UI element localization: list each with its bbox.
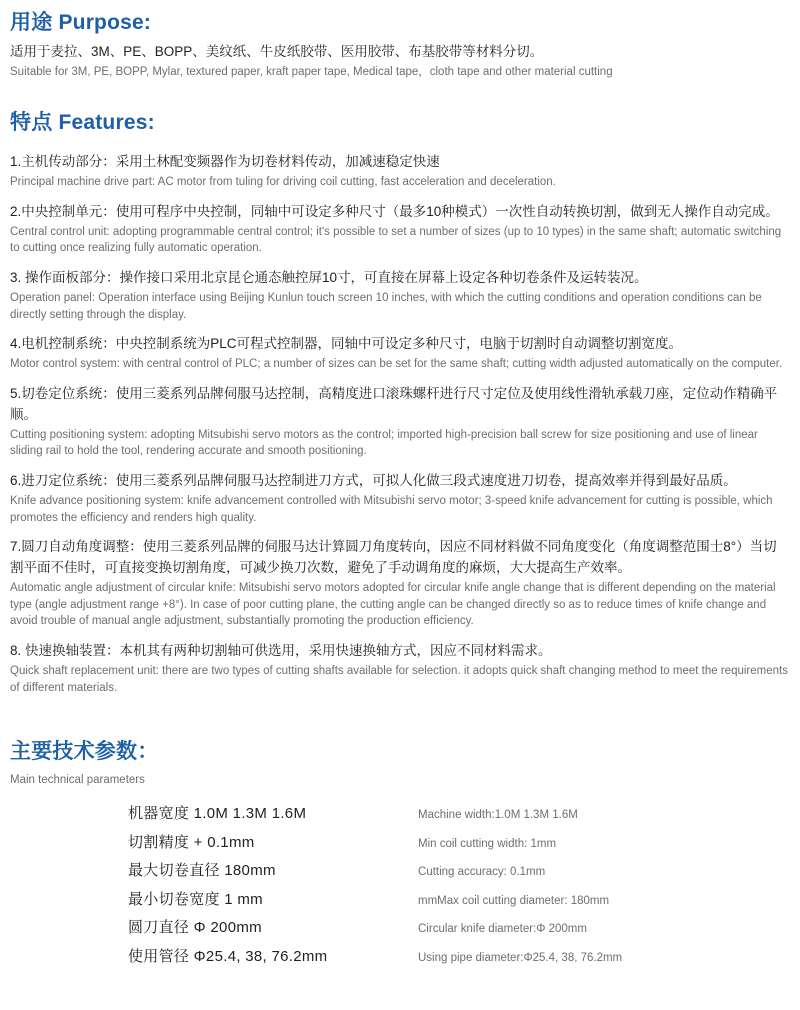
parameters-heading-cn: 主要技术参数：: [10, 740, 159, 764]
param-cn: 机器宽度 1.0M 1.3M 1.6M: [128, 805, 307, 823]
purpose-text-en: Suitable for 3M, PE, BOPP, Mylar, textured paper, kraft paper tape, Medical tape，cloth tape and other material cutting: [10, 66, 613, 79]
parameters-table: [128, 800, 788, 971]
purpose-section: [10, 10, 788, 81]
table-row: [128, 800, 788, 829]
feature-en: Cutting positioning system: adopting Mitsubishi servo motors as the control; imported high-precision ball screw for size positioning and use of linear sliding rail to hold the tool, rendering accurate and smooth positioning.: [10, 428, 758, 458]
feature-cn: 3. 操作面板部分：操作接口采用北京昆仑通态触控屏10寸，可直接在屏幕上设定各种切卷条件及运转装况。: [10, 269, 648, 285]
table-row: [128, 829, 788, 858]
feature-cn: 1.主机传动部分：采用土林配变频器作为切卷材料传动，加减速稳定快速: [10, 154, 440, 170]
feature-en: Central control unit: adopting programmable central control; it's possible to set a number of sizes (up to 10 types) in the same shaft; automatic switching to cutting once realizing fully automatic operation.: [10, 225, 782, 255]
features-heading-en: Features:: [58, 110, 155, 134]
parameters-heading-en: Main technical parameters: [10, 773, 145, 786]
spacer: [10, 142, 788, 152]
param-cn: 使用管径 Φ25.4, 38, 76.2mm: [128, 947, 328, 965]
features-heading: [10, 110, 788, 136]
feature-cn: 8. 快速换轴装置：本机其有两种切割轴可供选用，采用快速换轴方式，因应不同材料需求。: [10, 643, 552, 659]
parameters-section: [10, 739, 788, 971]
features-section: [10, 110, 788, 697]
purpose-heading: [10, 10, 788, 36]
feature-item: [10, 268, 788, 323]
param-cn: 最大切卷直径 180mm: [128, 862, 276, 880]
feature-item: [10, 537, 788, 630]
param-en: Circular knife diameter:Φ 200mm: [418, 923, 587, 936]
features-heading-cn: 特点: [10, 110, 53, 134]
param-en: Min coil cutting width: 1mm: [418, 837, 557, 850]
feature-cn: 6.进刀定位系统：使用三菱系列品牌伺服马达控制进刀方式，可拟人化做三段式速度进刀切卷，提高效率并得到最好品质。: [10, 473, 737, 488]
table-row: [128, 914, 788, 943]
feature-en: Motor control system: with central control of PLC; a number of sizes can be set for the same shaft; cutting width adjusted automatically on the computer.: [10, 358, 783, 371]
feature-item: [10, 471, 788, 526]
param-cn: 切割精度 + 0.1mm: [128, 833, 255, 851]
feature-cn: 4.电机控制系统：中央控制系统为PLC可程式控制器，同轴中可设定多种尺寸，电脑于切割时自动调整切割宽度。: [10, 336, 683, 352]
feature-item: [10, 152, 788, 191]
feature-item: [10, 334, 788, 373]
table-row: [128, 857, 788, 886]
table-row: [128, 943, 788, 972]
feature-item: [10, 641, 788, 696]
param-cn: 最小切卷宽度 1 mm: [128, 890, 263, 908]
feature-item: [10, 384, 788, 460]
purpose-text-cn: 适用于麦拉、3M、PE、BOPP、美纹纸、牛皮纸胶带、医用胶带、布基胶带等材料分切。: [10, 44, 544, 60]
feature-cn: 5.切卷定位系统：使用三菱系列品牌伺服马达控制，高精度进口滚珠螺杆进行尺寸定位及使用线性滑轨承载刀座，定位动作精确平顺。: [10, 385, 778, 422]
spacer: [10, 92, 788, 110]
param-en: mmMax coil cutting diameter: 180mm: [418, 894, 610, 907]
feature-cn: 7.圆刀自动角度调整：使用三菱系列品牌的伺服马达计算圆刀角度转向，因应不同材料做不同角度变化（角度调整范围士8°）当切割平面不佳时，可直接变换切割角度，可减少换刀次数，避免了手动调角度的麻烦，大大提高生产效率。: [10, 539, 777, 576]
param-en: Machine width:1.0M 1.3M 1.6M: [418, 809, 578, 822]
feature-en: Principal machine drive part: AC motor from tuling for driving coil cutting, fast acceleration and deceleration.: [10, 176, 556, 189]
feature-en: Quick shaft replacement unit: there are two types of cutting shafts available for selection. it adopts quick shaft changing method to meet the requirements of different materials.: [10, 665, 788, 694]
feature-item: [10, 202, 788, 257]
feature-en: Operation panel: Operation interface using Beijing Kunlun touch screen 10 inches, with which the cutting conditions and operation conditions can be directly setting through the display.: [10, 291, 762, 321]
param-en: Using pipe diameter:Φ25.4, 38, 76.2mm: [418, 951, 623, 964]
feature-en: Automatic angle adjustment of circular knife: Mitsubishi servo motors adopted for circular knife angle change that is different depending on the material type (angle adjustment range +8°). In case of poor cutting plane, the cutting angle can be changed directly so as to reduce times of knife change and avoid trouble of manual angle adjustment, substantially promoting the production efficiency.: [10, 582, 776, 628]
purpose-heading-cn: 用途: [10, 11, 53, 34]
feature-cn: 2.中央控制单元：使用可程序中央控制，同轴中可设定多种尺寸（最多10种模式）一次性自动转换切割，做到无人操作自动完成。: [10, 203, 779, 219]
table-row: [128, 886, 788, 915]
purpose-heading-en: Purpose:: [58, 11, 152, 34]
param-cn: 圆刀直径 Φ 200mm: [128, 919, 262, 937]
spacer: [10, 707, 788, 725]
feature-en: Knife advance positioning system: knife advancement controlled with Mitsubishi servo motor; 3-speed knife advancement for cutting is possible, which promotes the efficiency and renders high quality.: [10, 494, 773, 524]
param-en: Cutting accuracy: 0.1mm: [418, 866, 546, 879]
